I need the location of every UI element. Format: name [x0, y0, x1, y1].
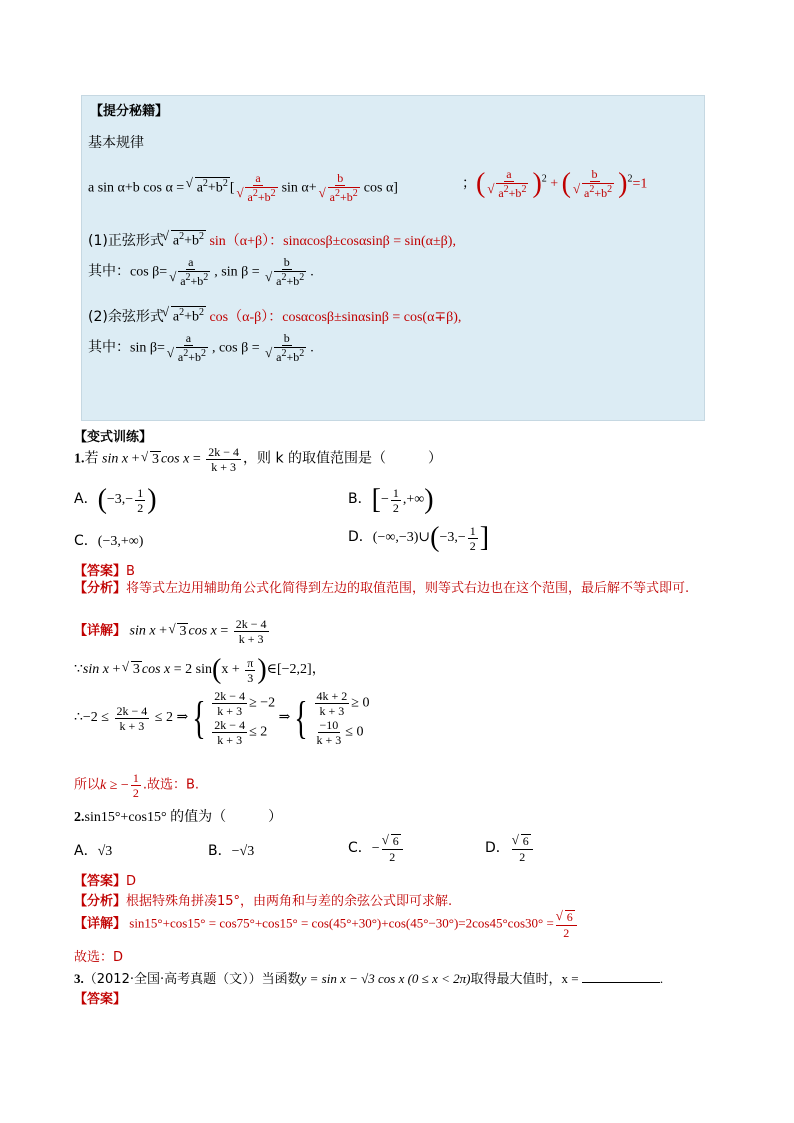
tips-header: 【提分秘籍】	[90, 104, 169, 119]
q2-option-b	[208, 840, 254, 860]
q2-analysis-tag: 【分析】	[74, 894, 127, 909]
q1-detail-line1: 【详解】 sin x + √ 3 cos x = $\frac{2k - 4}{k + 3}$	[74, 618, 271, 645]
q2-option-d: D． √ $\frac{6}{2}$	[485, 834, 535, 863]
q2-detail: 【详解】 sin15°+cos15° = cos75°+cos15° = cos(45°+30°)+cos(45°−30°)=2cos45°cos30° = √ $\frac{6}{2}$	[74, 910, 579, 939]
q2-detail-tag: 【详解】	[74, 916, 127, 932]
q1-detail-line3: ∴−2 ≤ $\frac{2k - 4}{k + 3}$ ≤ 2 ⇒{ $\frac{2k - 4}{k + 3}$ ≥ −2 $\frac{2k - 4}{k + 3}$ ≤ 2 ⇒{ $\frac{4k + 2}{k + 3}$ ≥ 0 $\frac{-10}{k + 3}$ ≤ 0	[74, 689, 370, 747]
cos-where-line: 其中：sin β= a √ $a^2+b^2$ , cos β = b √ $a^2+b^2$ .	[88, 332, 314, 364]
q2-answer	[74, 870, 136, 889]
q2-final: 故选：D	[74, 950, 124, 965]
cos-where-prefix: 其中：	[88, 339, 130, 356]
q1-answer-value: B	[126, 564, 135, 579]
q1-conclusion-prefix: 所以	[74, 777, 101, 793]
q1-answer	[74, 560, 135, 579]
q3-answer	[74, 988, 126, 1007]
q1-stem-suffix: ，则 k 的取值范围是（ ）	[243, 450, 443, 467]
q3-source: （2012·全国·高考真题（文））当函数	[83, 972, 301, 987]
q3-blank-prefix: x =	[561, 971, 579, 986]
q1-analysis	[74, 579, 724, 598]
q3-answer-tag: 【答案】	[74, 992, 127, 1007]
q2-number: 2.	[74, 810, 85, 825]
formula-main: a sin α+b cos α = √ $a^2+b^2$ [ a √ $a^2+b^2$ sin α+ b √ $a^2+b^2$ cos α]	[88, 172, 398, 204]
q1-option-b-label: B．	[348, 491, 372, 508]
q1-conclusion: 所以k ≥ − $\frac{1}{2}$ .故选：B.	[74, 771, 200, 800]
q1-stem-prefix: 若	[84, 450, 99, 467]
q1-stem: 1.若 sin x + √ 3 cos x = $\frac{2k - 4}{k + 3}$ ，则 k 的取值范围是（ ）	[74, 446, 442, 473]
q2-answer-tag: 【答案】	[74, 874, 127, 889]
sine-form-expr: sin（α+β）：sinαcosβ±cosαsinβ = sin(α±β),	[209, 234, 456, 249]
practice-header: 【变式训练】	[74, 430, 153, 445]
q1-option-b: B．[− $\frac{1}{2}$ ,+∞)	[348, 484, 434, 515]
cos-form-expr: cos（α-β）：cosαcosβ±sinαsinβ = cos(α∓β),	[209, 310, 462, 325]
sine-where-line: 其中：cos β= a √ $a^2+b^2$ , sin β = b √ $a^2+b^2$ .	[88, 256, 314, 288]
q2-option-b-value: −√3	[231, 844, 255, 859]
cos-form-prefix: (2)余弦形式	[88, 309, 164, 325]
q1-analysis-tag: 【分析】	[74, 581, 127, 596]
q1-option-d: D．(−∞,−3)∪(−3,− $\frac{1}{2}$ ]	[348, 522, 490, 553]
q2-option-c-label: C．	[348, 839, 372, 856]
q2-option-b-label: B．	[208, 843, 232, 859]
q1-answer-tag: 【答案】	[74, 564, 127, 579]
q1-option-c	[74, 530, 143, 550]
cos-form-line: (2)余弦形式√ $a^2+b^2$ cos（α-β）：cosαcosβ±sinαsinβ = cos(α∓β),	[88, 306, 461, 326]
q2-analysis	[74, 890, 452, 909]
q1-option-a: A．(−3,− $\frac{1}{2}$ )	[74, 484, 157, 515]
q1-option-c-label: C．	[74, 533, 98, 549]
sine-where-prefix: 其中：	[88, 263, 130, 280]
q1-detail-line2-suffix: ∈[−2,2]，	[266, 662, 326, 678]
q2-option-a-value: √3	[97, 844, 113, 859]
q2-detail-expr: sin15°+cos15° = cos75°+cos15° = cos(45°+30°)+cos(45°−30°)=2cos45°cos30° =	[129, 915, 554, 931]
sine-form-prefix: (1)正弦形式	[88, 233, 164, 249]
q1-detail-tag: 【详解】	[74, 623, 127, 639]
q3-stem: 3.（2012·全国·高考真题（文））当函数y = sin x − √3 cos x (0 ≤ x < 2π)取得最大值时，x = .	[74, 971, 664, 987]
q2-answer-value: D	[126, 874, 137, 889]
q3-answer-blank[interactable]	[582, 982, 660, 983]
sine-form-line: (1)正弦形式√ $a^2+b^2$ sin（α+β）：sinαcosβ±cosαsinβ = sin(α±β),	[88, 230, 456, 250]
q2-option-a	[74, 840, 112, 860]
q1-detail-line2: ∵sin x + √ 3 cos x = 2 sin(x + $\frac{\pi}{3}$ )∈[−2,2]，	[74, 656, 326, 684]
q2-option-d-label: D．	[485, 839, 510, 856]
q2-stem	[74, 806, 282, 826]
q3-stem-suffix: 取得最大值时，	[470, 972, 562, 987]
q1-conclusion-suffix: .故选：B.	[142, 777, 200, 793]
q1-analysis-text: 将等式左边用辅助角公式化简得到左边的取值范围，则等式右边也在这个范围，最后解不等式即可.	[126, 581, 690, 596]
q3-number: 3.	[74, 971, 84, 986]
formula-identity: ；( a √ $a^2+b^2$ )$^2$ + ( b √ $a^2+b^2$ )$^2$=1	[462, 168, 647, 200]
q1-option-c-value: (−3,+∞)	[97, 534, 144, 549]
tips-subtitle: 基本规律	[88, 135, 144, 151]
q1-option-d-label: D．	[348, 529, 373, 546]
q2-analysis-text: 根据特殊角拼凑15°，由两角和与差的余弦公式即可求解.	[126, 894, 453, 909]
q3-expression: y = sin x − √3 cos x (0 ≤ x < 2π)	[300, 971, 471, 986]
q2-stem-text: sin15°+cos15° 的值为（ ）	[84, 810, 283, 825]
q1-number: 1.	[74, 451, 85, 467]
q1-option-a-label: A．	[74, 491, 98, 508]
q2-option-a-label: A．	[74, 843, 98, 859]
q2-option-c: C．− √ $\frac{6}{2}$	[348, 834, 405, 863]
